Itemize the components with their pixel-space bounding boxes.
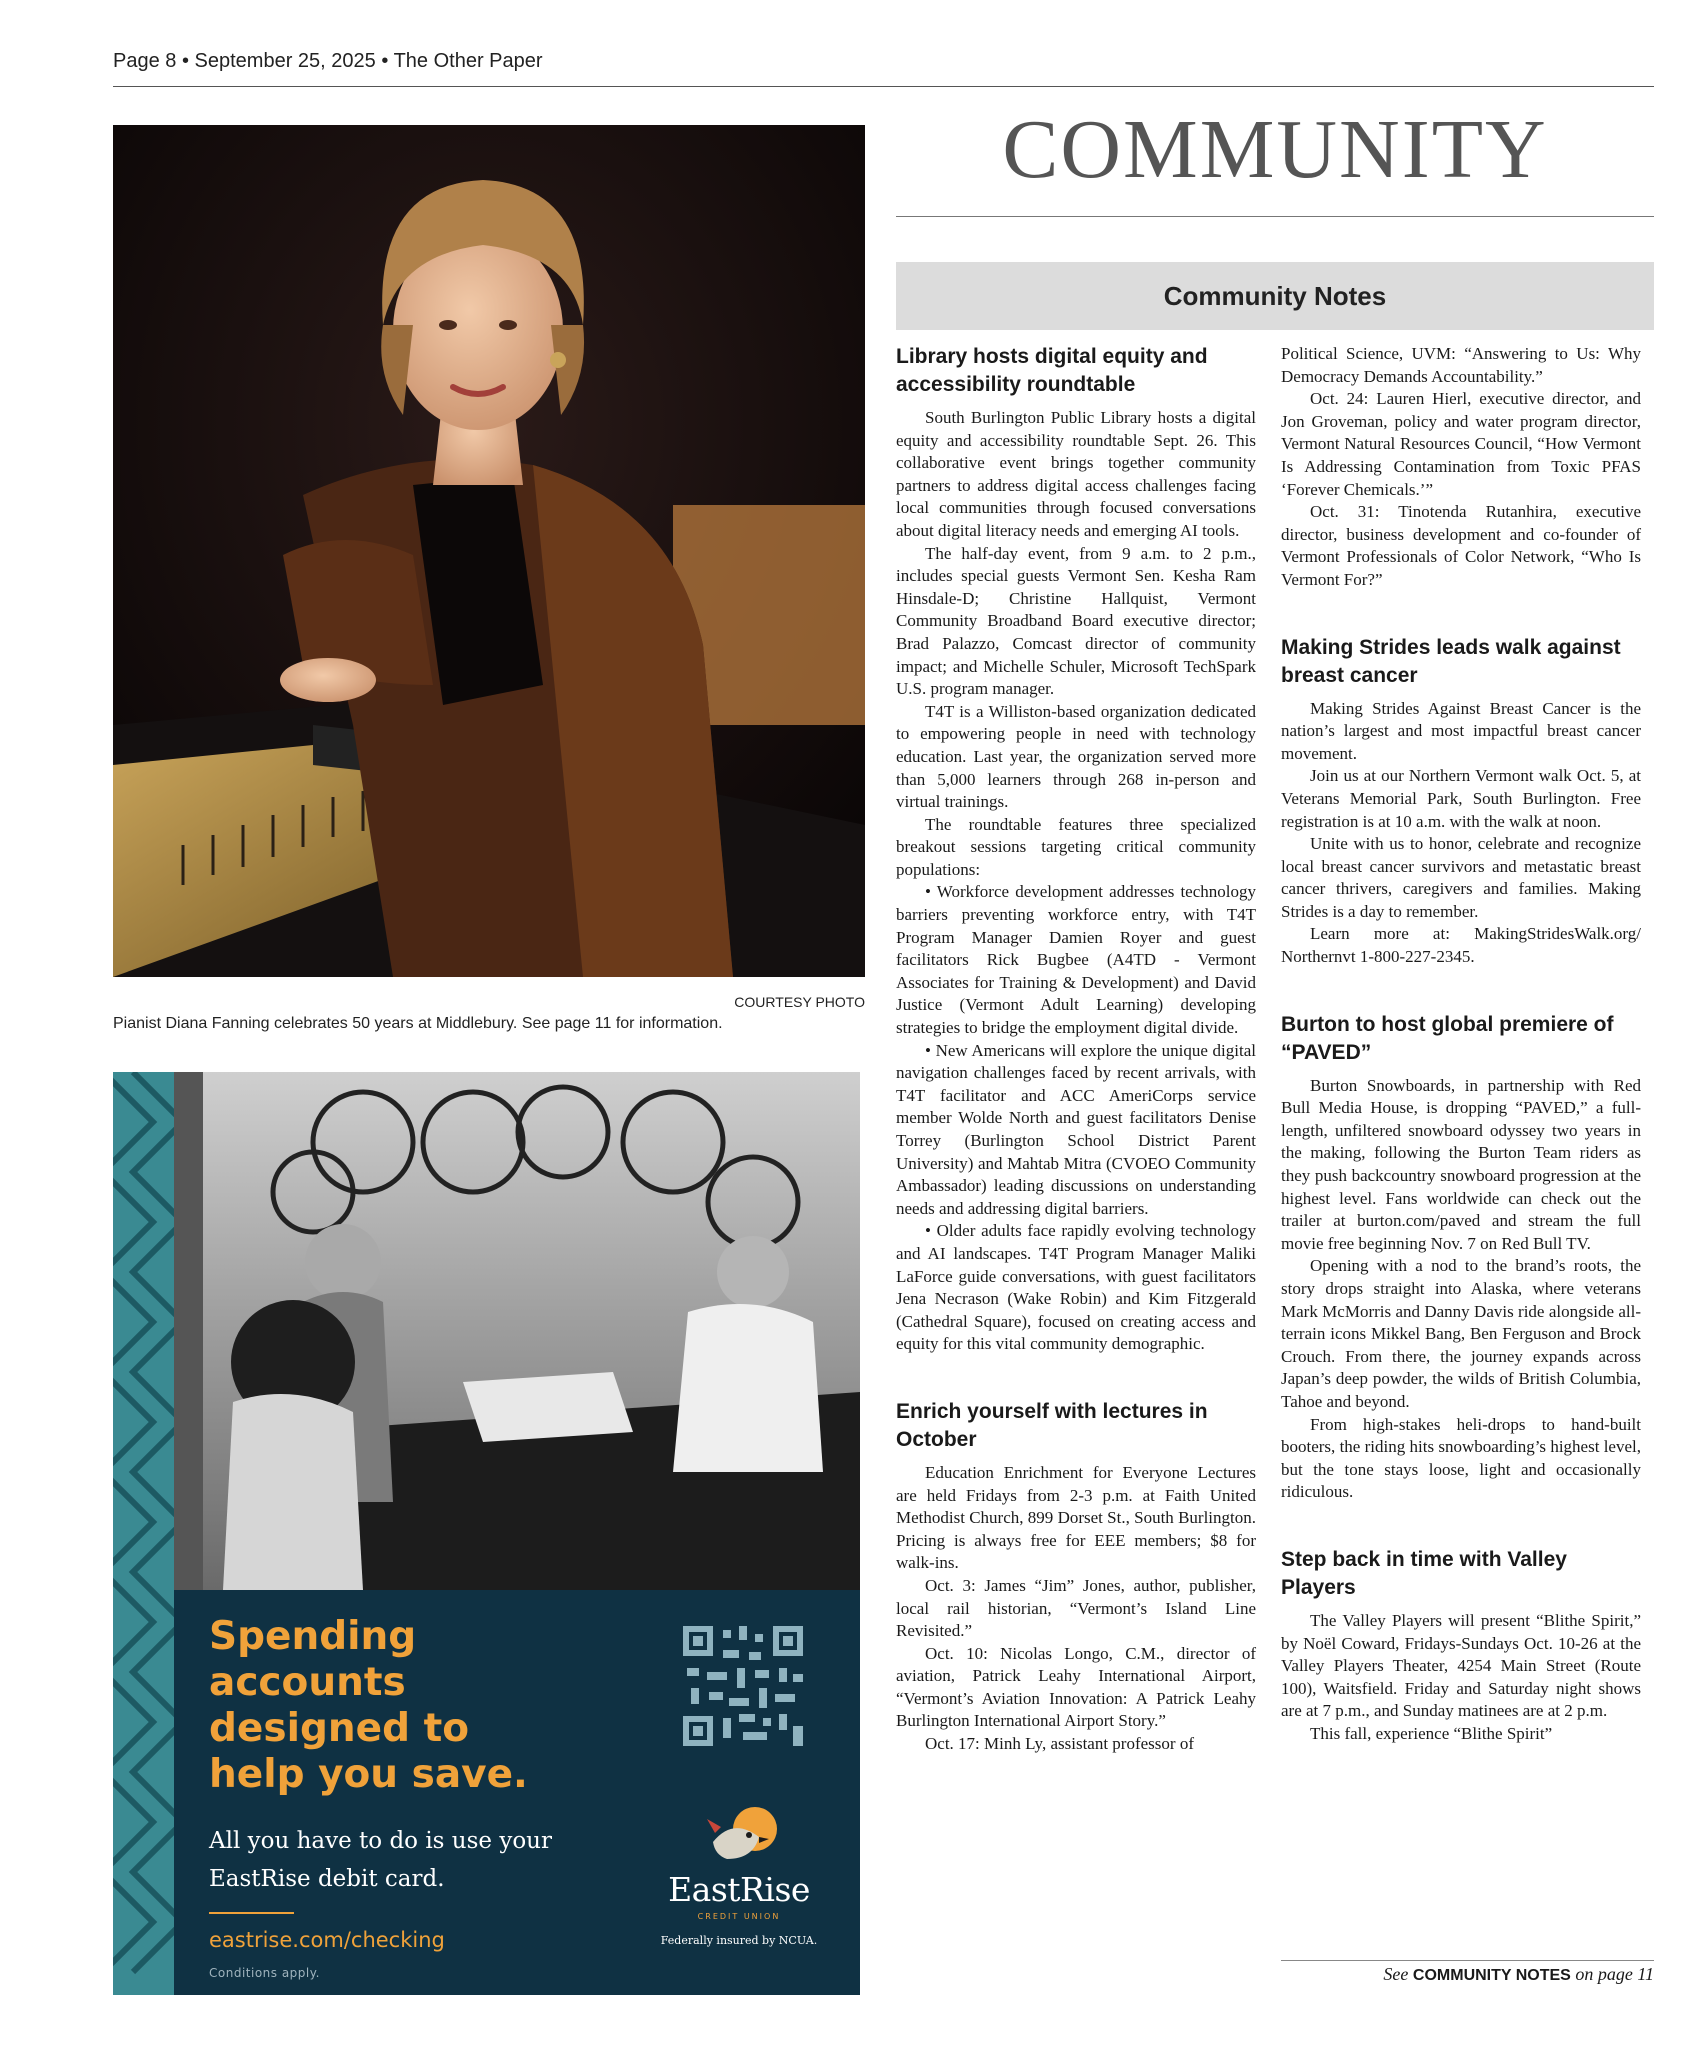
bike-shop-photo	[113, 1072, 860, 1590]
paper-name: The Other Paper	[393, 50, 543, 72]
lectures-paragraph: Oct. 17: Minh Ly, assistant professor of	[925, 1734, 1194, 1754]
ad-divider	[209, 1912, 294, 1914]
lectures-headline: Enrich yourself with lectures in October	[896, 1399, 1208, 1451]
pianist-photo	[113, 125, 865, 977]
eastrise-brand: EastRise	[668, 1870, 810, 1909]
strides-paragraph: Making Strides Against Breast Cancer is the nation’s largest and most impactful breast cancer movement.	[1281, 698, 1641, 763]
strides-paragraph: Join us at our Northern Vermont walk Oct. 5, at Veterans Memorial Park, South Burlington. Free registration is at 10 a.m. with the walk at noon.	[1281, 766, 1641, 831]
library-headline: Library hosts digital equity and accessibility roundtable	[896, 345, 1208, 396]
folio-separator: •	[381, 50, 389, 72]
ad-decorative-strip	[113, 1072, 174, 1995]
lectures-paragraph: Oct. 31: Tinotenda Rutanhira, executive director, business development and co-founder of Vermont Professionals of Color Network, “Who Is Vermont For?”	[1281, 502, 1641, 589]
ad-subhead: All you have to do is use your EastRise debit card.	[209, 1828, 552, 1892]
jump-line[interactable]	[1281, 1964, 1654, 1985]
burton-headline: Burton to host global premiere of “PAVED”	[1281, 1012, 1614, 1064]
strides-paragraph: Learn more at: MakingStridesWalk.org/ Northernvt 1-800-227-2345.	[1281, 924, 1641, 967]
eastrise-bird-logo-icon	[693, 1797, 793, 1877]
qr-code-icon[interactable]	[679, 1622, 807, 1750]
library-paragraph: The roundtable features three specialized breakout sessions targeting critical community populations:	[896, 814, 1256, 879]
library-bullet: • Workforce development addresses technology barriers preventing workforce entry, with T4T Program Manager Damien Royer and guest facilitators Rick Bugbee (A4TD - Vermont Associates for Training & Development) and David Justice (Vermont Adult Learning) developing strategies to bridge the employment digital divide.	[896, 882, 1256, 1038]
jump-target: COMMUNITY NOTES	[1412, 1967, 1571, 1984]
jump-page: on page 11	[1575, 1964, 1654, 1984]
section-rule	[896, 216, 1654, 217]
article-gap	[1281, 1504, 1641, 1546]
column-left	[896, 343, 1256, 1756]
photo-credit: COURTESY PHOTO	[734, 994, 865, 1010]
valley-paragraph: This fall, experience “Blithe Spirit”	[1310, 1723, 1553, 1743]
ncua-disclaimer: Federally insured by NCUA.	[660, 1934, 818, 1947]
burton-paragraph: Opening with a nod to the brand’s roots, the story drops straight into Alaska, where veterans Mark McMorris and Danny Davis ride alongside all-terrain icons Mikkel Bang, Ben Ferguson and Brock Crouch. From there, the journey expands across Japan’s deep powder, the wilds of British Columbia, Tahoe and beyond.	[1281, 1256, 1641, 1411]
ad-conditions: Conditions apply.	[209, 1966, 320, 1980]
eastrise-advertisement[interactable]	[113, 1072, 860, 1995]
header-rule	[113, 86, 1654, 87]
lectures-paragraph: Oct. 3: James “Jim” Jones, author, publisher, local rail historian, “Vermont’s Island Line Revisited.”	[896, 1575, 1256, 1641]
lectures-paragraph: Political Science, UVM: “Answering to Us: Why Democracy Demands Accountability.”	[1281, 344, 1641, 386]
library-paragraph: South Burlington Public Library hosts a digital equity and accessibility roundtable Sept. 26. This collaborative event brings together community partners to address digital access challenges facing local communities through focused conversations about digital literacy needs and emerging AI tools.	[896, 408, 1256, 540]
section-title: COMMUNITY	[1002, 103, 1548, 196]
jump-see: See	[1383, 1964, 1409, 1984]
folio-separator: •	[181, 50, 189, 72]
article-gap	[1281, 969, 1641, 1011]
photo-caption: Pianist Diana Fanning celebrates 50 years at Middlebury. See page 11 for information.	[113, 1015, 723, 1032]
credit-union-label: CREDIT UNION	[697, 1912, 781, 1921]
valley-headline: Step back in time with Valley Players	[1281, 1547, 1567, 1599]
page-number: Page 8	[113, 50, 177, 72]
lectures-paragraph: Education Enrichment for Everyone Lectures are held Fridays from 2-3 p.m. at Faith United Methodist Church, 899 Dorset St., South Burlington. Pricing is always free for EEE members; $8 for walk-ins.	[896, 1462, 1256, 1573]
jump-rule	[1281, 1960, 1654, 1961]
library-paragraph: T4T is a Williston-based organization dedicated to empowering people in need with technology education. Last year, the organization served more than 5,000 learners through 268 in-person and virtual trainings.	[896, 701, 1256, 812]
ad-headline: Spending accounts designed to help you save.	[209, 1614, 528, 1797]
community-notes-banner: Community Notes	[896, 262, 1654, 330]
article-gap	[1281, 592, 1641, 634]
lectures-paragraph: Oct. 10: Nicolas Longo, C.M., director of aviation, Patrick Leahy International Airport, “Vermont’s Aviation Innovation: A Patrick Leahy Burlington International Airport Story.”	[896, 1643, 1256, 1731]
strides-headline: Making Strides leads walk against breast cancer	[1281, 635, 1621, 687]
column-right	[1281, 343, 1641, 1746]
burton-paragraph: From high-stakes heli-drops to hand-built booters, the riding hits snowboarding’s highest level, but the tone stays loose, light and occasionally ridiculous.	[1281, 1414, 1641, 1502]
library-bullet: • Older adults face rapidly evolving technology and AI landscapes. T4T Program Manager Maliki LaForce guide conversations, with guest facilitators Jena Necrason (Wake Robin) and Kim Fitzgerald (Cathedral Square), focused on creating access and equity for this vital community demographic.	[896, 1221, 1256, 1354]
valley-paragraph: The Valley Players will present “Blithe Spirit,” by Noël Coward, Fridays-Sundays Oct. 10-26 at the Valley Players Theater, 4254 Main Street (Route 100), Waitsfield. Friday and Saturday night shows are at 7 p.m., and Sunday matinees are at 2 p.m.	[1281, 1610, 1641, 1721]
page-folio	[113, 50, 1653, 73]
burton-paragraph: Burton Snowboards, in partnership with Red Bull Media House, is dropping “PAVED,” a full-length, unfiltered snowboard odyssey two years in the making, following the Burton Team riders as they push backcountry snowboard progression at the highest level. Fans worldwide can check out the trailer at burton.com/paved and stream the full movie free beginning Nov. 7 on Red Bull TV.	[1281, 1075, 1641, 1253]
ad-url-link[interactable]: eastrise.com/checking	[209, 1928, 445, 1952]
library-paragraph: The half-day event, from 9 a.m. to 2 p.m., includes special guests Vermont Sen. Kesha Ram Hinsdale-D; Christine Hallquist, Vermont Community Broadband Board executive director; Brad Palazzo, Comcast director of community impact; and Michelle Schuler, Microsoft TechSpark U.S. program manager.	[896, 543, 1256, 699]
library-bullet: • New Americans will explore the unique digital navigation challenges faced by recent arrivals, with T4T facilitator and ACC AmeriCorps service member Wolde North and guest facilitators Denise Torrey (Burlington School District Parent University) and Mahtab Mitra (CVOEO Community Ambassador) leading discussions on understanding needs and addressing digital barriers.	[896, 1040, 1256, 1218]
issue-date: September 25, 2025	[194, 50, 376, 72]
article-gap	[896, 1356, 1256, 1398]
lectures-paragraph: Oct. 24: Lauren Hierl, executive director, and Jon Groveman, policy and water program director, Vermont Natural Resources Council, “How Vermont Is Addressing Contamination from Toxic PFAS ‘Forever Chemicals.’”	[1281, 389, 1641, 499]
strides-paragraph: Unite with us to honor, celebrate and recognize local breast cancer survivors and metastatic breast cancer thrivers, caregivers and families. Making Strides is a day to remember.	[1281, 834, 1641, 921]
